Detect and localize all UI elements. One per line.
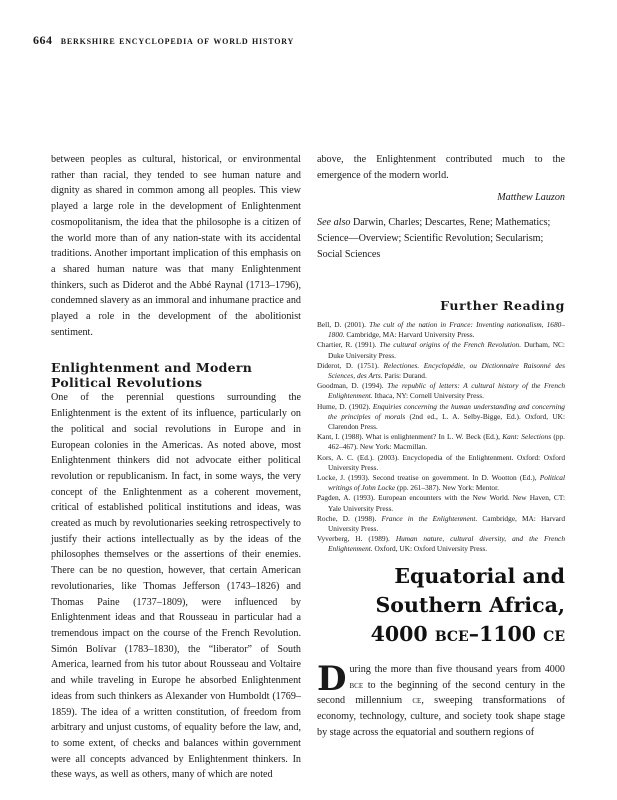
intro-paragraph: between peoples as cultural, historical, or environmental rather than racial, they tended to see human nature and dignity as shared in common among all peoples. This view played a large role in the development of Enlightenment cosmopolitanism, the idea that the philosophe is a citizen of the world more than of any nation-state with its accidental traditions. Another important implication of this emphasis on a shared human nature was that many Enlightenment thinkers, such as Diderot and the Abbé Raynal (1713–1796), condemned slavery as an immoral and inhumane practice and played a role in the development of the abolitionist sentiment. (51, 154, 301, 338)
article-title (317, 562, 565, 649)
reference-publisher: Paris: Durand. (382, 370, 427, 380)
reference-text: Pagden, A. (1993). European encounters with the New World. New Haven, CT: Yale University Press. (317, 493, 565, 513)
section-heading: Enlightenment and Modern Political Revolutions (51, 360, 253, 391)
left-column (51, 152, 301, 783)
reference-title: France in the Enlightenment. (381, 513, 478, 523)
continuation-paragraph: above, the Enlightenment contributed much to the emergence of the modern world. (317, 154, 565, 181)
reference-item (317, 381, 565, 401)
reference-text: Kant, I. (1988). What is enlightenment? In L. W. Beck (Ed.), (317, 432, 503, 442)
reference-publisher: (pp. 261–387). New York: Mentor. (395, 483, 499, 493)
era-bce: bce (349, 679, 364, 691)
reference-text: Locke, J. (1993). Second treatise on government. In D. Wootton (Ed.), (317, 472, 540, 482)
opening-text-3: , sweeping transformations of economy, technology, culture, and society took shape stage by stage across the equatorial and southern regions of (317, 695, 565, 738)
reference-text: Vyverberg, H. (1989). (317, 534, 396, 544)
reference-title: Kant: Selections (502, 432, 552, 442)
section-paragraph: One of the perennial questions surrounding the Enlightenment is the extent of its influence, particularly on the political and social revolutions in Europe and in European colonies in the Americas. As noted above, most Enlightenment thinkers did not advocate either political revolution or republicanism. In fact, in some ways, the very concept of the Enlightenment as a coherent movement, critical of established political institutions and ideas, was created as much by revolutionaries seeking retrospectively to justify their actions intellectually as by the ideas of the philosophes themselves or the assertions of their enemies. There can be no question, however, that certain American revolutionaries, like Thomas Jefferson (1743–1826) and Thomas Paine (1737–1809), were influenced by Enlightenment ideas and that Rousseau in particular had a tremendous impact on the course of the French Revolution. Simón Bolívar (1783–1830), the “liberator” of South America, learned from his tutor about Rousseau and Voltaire and while traveling in Europe he absorbed Enlightenment ideas from such thinkers as Alexander von Humboldt (1769–1859). The idea of a written constitution, of freedom from arbitrary and unjust customs, of equality before the law, and, to some extent, of checks and balances within government were all concepts advanced by Enlightenment thinkers. In these ways, as well as others, many of which are noted (51, 392, 301, 781)
book-title: berkshire encyclopedia of world history (60, 35, 295, 47)
title-start-year: 4000 (370, 622, 428, 646)
title-line-1: Equatorial and (394, 564, 565, 588)
article-opening-paragraph (317, 659, 565, 741)
reference-title: Human nature, cultural diversity, and the French Enlightenment. (328, 534, 565, 554)
reference-title: Enquiries concerning the human understanding and concerning the principles of morals (328, 401, 565, 421)
reference-publisher: Cambridge, MA: Harvard University Press. (344, 330, 475, 340)
reference-item (317, 473, 565, 493)
running-header (33, 33, 294, 48)
reference-title: The republic of letters: A cultural history of the French Enlightenment. (328, 381, 565, 401)
era-ce: ce (412, 695, 422, 707)
reference-item (317, 514, 565, 534)
see-also (317, 215, 565, 262)
see-also-label: See also (317, 217, 351, 229)
reference-item (317, 432, 565, 452)
title-era-1: bce (434, 622, 469, 646)
reference-item (317, 453, 565, 473)
reference-item (317, 320, 565, 340)
further-reading-heading: Further Reading (440, 298, 565, 314)
reference-publisher: Durham, NC: Duke University Press. (328, 340, 565, 360)
reference-title: The cult of the nation in France: Inventing nationalism, 1680–1800. (328, 319, 565, 340)
reference-publisher: Oxford, UK: Oxford University Press. (372, 544, 488, 554)
see-also-links: Darwin, Charles; Descartes, Rene; Mathematics; Science—Overview; Scientific Revolution; Secularism; Social Sciences (317, 217, 551, 260)
reference-list (317, 320, 565, 555)
reference-text: Diderot, D. (1751). (317, 360, 384, 370)
reference-publisher: (2nd ed., L. A. Selby-Bigge, Ed.). Oxford, UK: Clarendon Press. (328, 411, 565, 431)
reference-text: Bell, D. (2001). (317, 319, 370, 329)
reference-title: The cultural origins of the French Revolution. (379, 340, 522, 350)
drop-cap: D (317, 659, 347, 699)
reference-publisher: Cambridge, MA: Harvard University Press. (328, 513, 565, 533)
reference-title: Relectiones. Encyclopédie, ou Dictionnaire Raisonné des Sciences, des Arts. (328, 360, 565, 380)
reference-item (317, 402, 565, 433)
opening-text-2: to the beginning of the second century in the second millennium (317, 679, 565, 707)
reference-item (317, 361, 565, 381)
reference-text: Hume, D. (1902). (317, 401, 373, 411)
title-line-2: Southern Africa, (375, 593, 565, 617)
reference-publisher: (pp. 462–467). New York: Macmillan. (328, 432, 566, 452)
title-dash: – (468, 622, 479, 646)
title-era-2: ce (543, 622, 565, 646)
title-end-year: 1100 (478, 622, 537, 646)
reference-text: Roche, D. (1998). (317, 513, 382, 523)
opening-text-1: uring the more than five thousand years from 4000 (349, 664, 565, 675)
reference-item (317, 534, 565, 554)
reference-item (317, 493, 565, 513)
reference-publisher: Ithaca, NY: Cornell University Press. (372, 391, 484, 401)
reference-title: Political writings of John Locke (328, 472, 565, 493)
right-column (317, 152, 565, 555)
page-number: 664 (33, 33, 53, 47)
reference-text: Kors, A. C. (Ed.). (2003). Encyclopedia of the Enlightenment. Oxford: Oxford University Press. (317, 452, 565, 472)
author-byline: Matthew Lauzon (497, 192, 565, 204)
reference-item (317, 340, 565, 360)
reference-text: Goodman, D. (1994). (317, 381, 388, 391)
title-line-3 (317, 620, 565, 649)
reference-text: Chartier, R. (1991). (317, 340, 380, 350)
